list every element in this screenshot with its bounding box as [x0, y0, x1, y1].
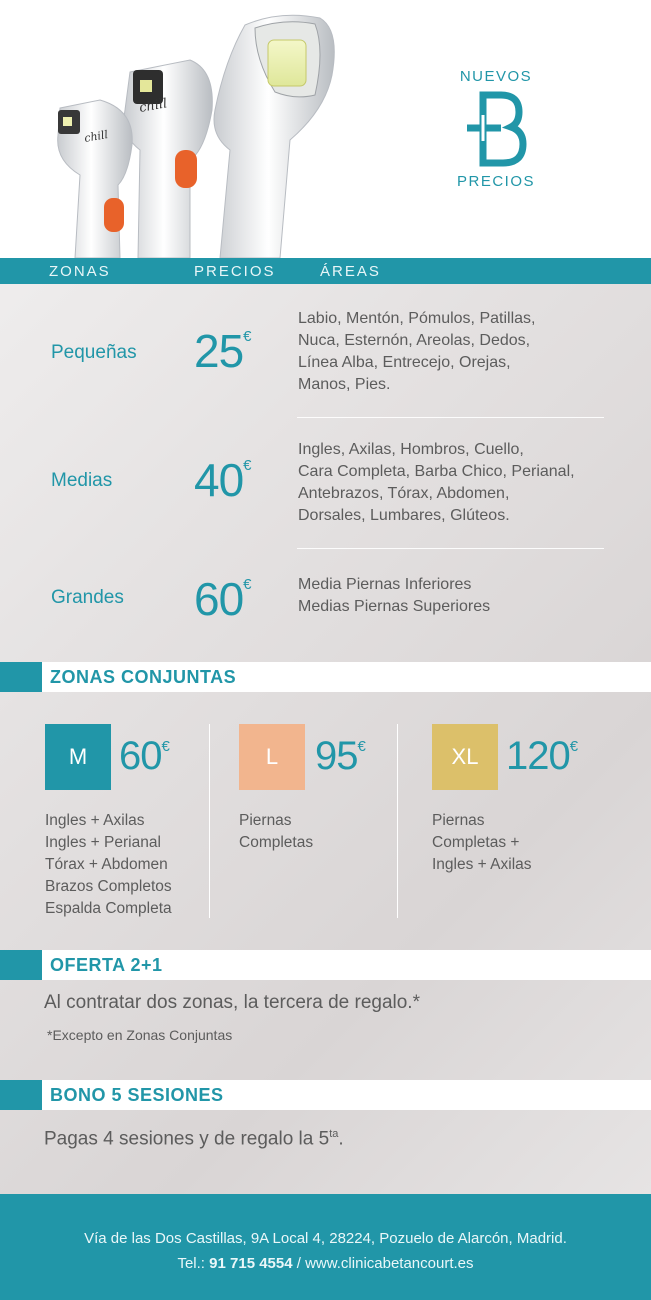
- zone-name: Medias: [51, 470, 113, 491]
- brand-bottom-word: PRECIOS: [456, 173, 535, 190]
- column-areas: ÁREAS: [320, 263, 381, 280]
- combo-zones: Ingles + Axilas Ingles + Perianal Tórax + Abdomen Brazos Completos Espalda Completa: [45, 812, 172, 917]
- section-accent: [0, 662, 42, 692]
- section-bar-combined: [0, 662, 651, 692]
- bono-text: Pagas 4 sesiones y de regalo la $5^{ta}$.: [44, 1128, 344, 1150]
- zone-price: 40€: [194, 454, 252, 506]
- combo-price: 120€: [506, 734, 579, 778]
- b-logo-icon: [461, 91, 531, 167]
- footer: [0, 1194, 651, 1300]
- divider: [209, 724, 210, 918]
- section-bar-bono: [0, 1080, 651, 1110]
- combo-price: 60€: [119, 734, 170, 778]
- section-title: BONO 5 SESIONES: [50, 1085, 224, 1105]
- contact-line: Tel.: 91 715 4554 / www.clinicabetancourt.es: [177, 1255, 474, 1272]
- zone-price: 25€: [194, 325, 252, 377]
- address: Vía de las Dos Castillas, 9A Local 4, 28224, Pozuelo de Alarcón, Madrid.: [84, 1230, 567, 1247]
- size-badge: XL: [432, 724, 498, 790]
- brand-top-word: NUEVOS: [459, 68, 533, 85]
- combo-zones: Piernas Completas: [239, 812, 314, 851]
- header: [0, 0, 651, 258]
- column-prices: PRECIOS: [194, 263, 276, 280]
- column-header-bar: [0, 258, 651, 284]
- column-zones: ZONAS: [49, 263, 111, 280]
- phone-number: 91 715 4554: [209, 1255, 293, 1272]
- divider: [297, 548, 604, 549]
- section-bar-offer: [0, 950, 651, 980]
- divider: [297, 417, 604, 418]
- brand-block: [441, 68, 551, 190]
- section-title: OFERTA 2+1: [50, 955, 163, 975]
- section-title: ZONAS CONJUNTAS: [50, 667, 237, 687]
- zone-name: Grandes: [51, 587, 124, 608]
- svg-text:chill: chill: [138, 96, 169, 116]
- section-accent: [0, 950, 42, 980]
- size-badge: M: [45, 724, 111, 790]
- offer-text: Al contratar dos zonas, la tercera de regalo.*: [44, 992, 420, 1013]
- section-accent: [0, 1080, 42, 1110]
- zone-price: 60€: [194, 573, 252, 625]
- size-badge: L: [239, 724, 305, 790]
- combo-zones: Piernas Completas + Ingles + Axilas: [432, 812, 532, 873]
- zone-areas: Media Piernas Inferiores Medias Piernas Superiores: [298, 576, 491, 615]
- laser-devices-illustration: [40, 0, 370, 258]
- svg-text:chill: chill: [83, 128, 109, 145]
- website-link[interactable]: www.clinicabetancourt.es: [305, 1255, 474, 1272]
- laser-devices-image: [40, 0, 370, 258]
- zone-areas: Labio, Mentón, Pómulos, Patillas, Nuca, Esternón, Areolas, Dedos, Línea Alba, Entrecejo, Orejas, Manos, Pies.: [298, 310, 536, 393]
- zone-name: Pequeñas: [51, 342, 137, 363]
- zone-areas: Ingles, Axilas, Hombros, Cuello, Cara Completa, Barba Chico, Perianal, Antebrazos, Tórax, Abdomen, Dorsales, Lumbares, Glúteos.: [298, 441, 575, 524]
- offer-note: *Excepto en Zonas Conjuntas: [47, 1027, 233, 1043]
- divider: [397, 724, 398, 918]
- combo-price: 95€: [315, 734, 366, 778]
